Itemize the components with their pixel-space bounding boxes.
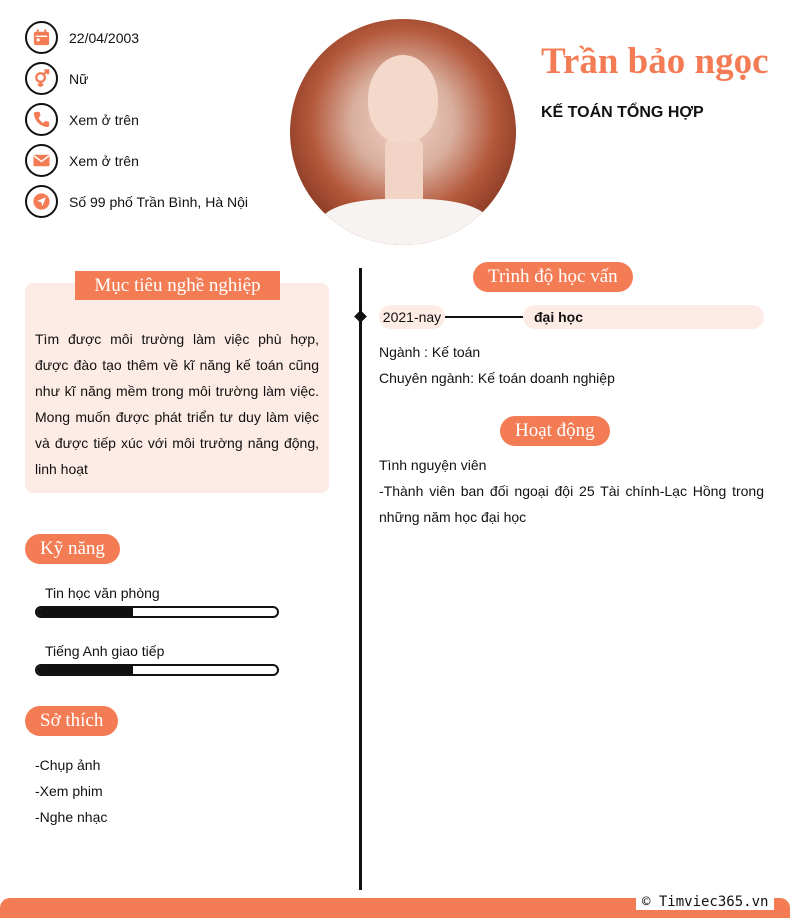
address-text: Số 99 phố Trần Bình, Hà Nội <box>69 193 248 210</box>
contact-list <box>25 21 295 226</box>
photo-face <box>368 55 438 143</box>
phone-text: Xem ở trên <box>69 111 139 128</box>
hobby-item: -Nghe nhạc <box>35 809 108 825</box>
gender-icon <box>25 62 58 95</box>
skill-bar-fill <box>37 608 133 616</box>
skill-label: Tiếng Anh giao tiếp <box>45 643 165 659</box>
candidate-name: Trần bảo ngọc <box>541 41 769 82</box>
education-school: đại học <box>523 305 764 329</box>
photo-neck <box>385 137 423 207</box>
skill-bar <box>35 664 279 676</box>
calendar-icon <box>25 21 58 54</box>
education-connector <box>445 316 525 318</box>
job-title: KẾ TOÁN TỔNG HỢP <box>541 104 704 121</box>
objective-text: Tìm được môi trường làm việc phù hợp, được đào tạo thêm về kĩ năng kế toán cũng như kĩ năng mềm trong môi trường làm việc. Mong muốn được phát triển tư duy làm việc và được tiếp xúc với môi trường năng động, linh hoạt <box>35 331 319 477</box>
activity-description: -Thành viên ban đối ngoại đội 25 Tài chính-Lạc Hồng trong những năm học đại học <box>379 483 764 525</box>
birthday-text: 22/04/2003 <box>69 29 140 46</box>
location-icon <box>25 185 58 218</box>
hobby-item: -Chụp ảnh <box>35 757 101 773</box>
contact-email <box>25 144 295 177</box>
skill-bar <box>35 606 279 618</box>
hobby-item: -Xem phim <box>35 783 103 799</box>
education-major: Ngành : Kế toán <box>379 344 481 360</box>
education-specialization: Chuyên ngành: Kế toán doanh nghiệp <box>379 370 615 386</box>
education-heading: Trình độ học vấn <box>473 262 633 292</box>
activities-heading: Hoạt động <box>500 416 610 446</box>
hobbies-heading: Sở thích <box>25 706 118 736</box>
activity-title: Tình nguyện viên <box>379 457 487 473</box>
gender-text: Nữ <box>69 70 89 87</box>
skills-heading: Kỹ năng <box>25 534 120 564</box>
profile-photo <box>290 19 516 245</box>
footer-watermark: © Timviec365.vn <box>636 894 774 910</box>
timeline-line <box>359 268 362 890</box>
education-period: 2021-nay <box>379 305 445 329</box>
photo-dress <box>320 199 490 245</box>
contact-gender <box>25 62 295 95</box>
skill-label: Tin học văn phòng <box>45 585 160 601</box>
phone-icon <box>25 103 58 136</box>
contact-birthday <box>25 21 295 54</box>
contact-address <box>25 185 295 218</box>
skill-bar-fill <box>37 666 133 674</box>
contact-phone <box>25 103 295 136</box>
timeline-marker <box>354 310 367 323</box>
email-text: Xem ở trên <box>69 152 139 169</box>
email-icon <box>25 144 58 177</box>
objective-heading: Mục tiêu nghề nghiệp <box>75 271 280 300</box>
